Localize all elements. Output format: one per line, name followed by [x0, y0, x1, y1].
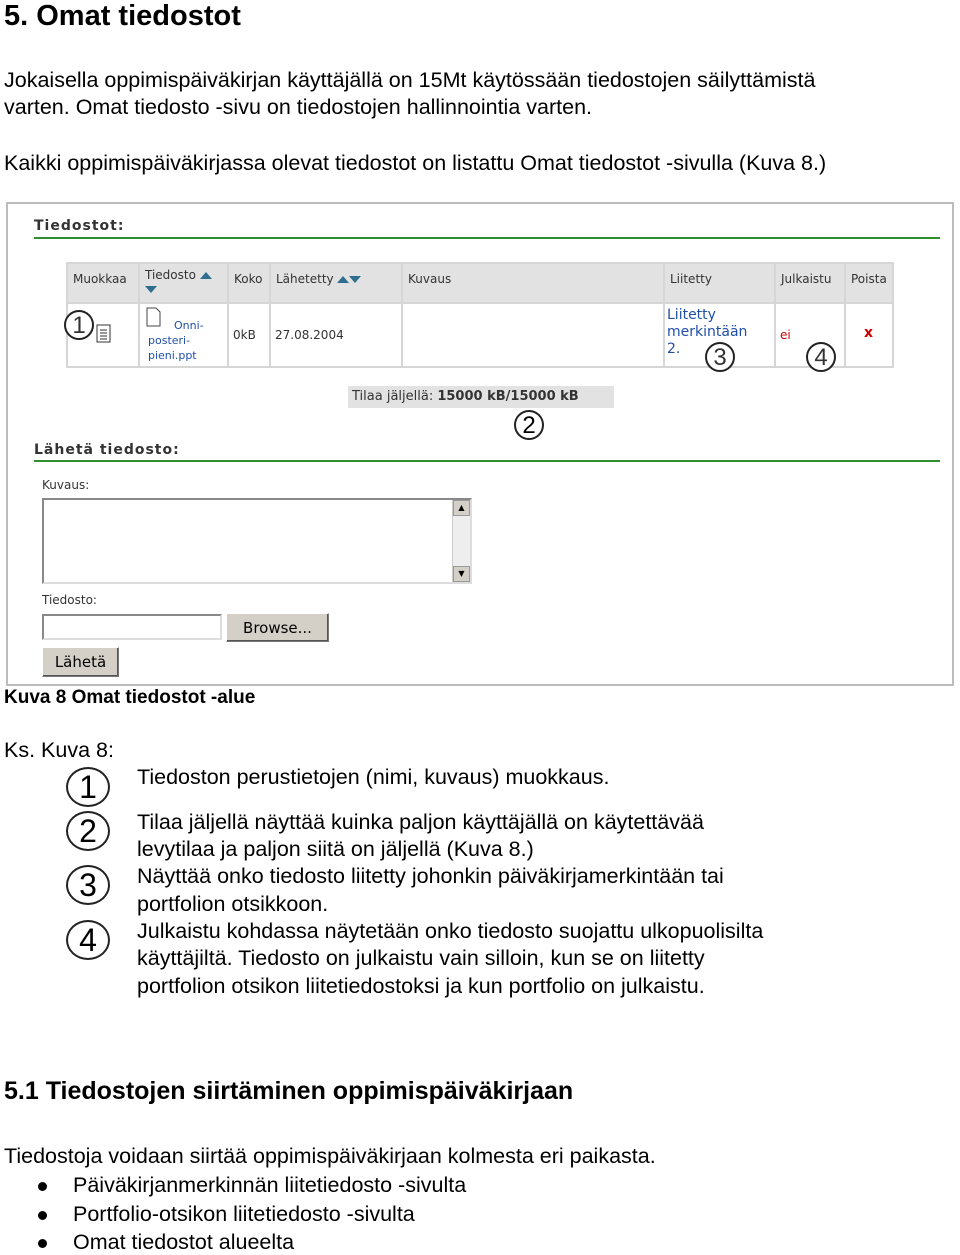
- sent-date-cell: 27.08.2004: [271, 304, 401, 366]
- file-input[interactable]: [42, 614, 222, 640]
- col-poista: Poista: [846, 264, 892, 302]
- explanation-4-line-1: Julkaistu kohdassa näytetään onko tiedosto suojattu ulkopuolisilta: [137, 919, 764, 943]
- marker-4: 4: [806, 342, 836, 372]
- file-icon: [146, 307, 162, 327]
- explanation-2-line-1: Tilaa jäljellä näyttää kuinka paljon käyttäjällä on käytettävää: [137, 810, 704, 834]
- delete-icon[interactable]: x: [864, 325, 874, 341]
- intro-line-2: varten. Omat tiedosto -sivu on tiedostojen hallinnointia varten.: [4, 95, 592, 119]
- scroll-up-icon[interactable]: ▲: [453, 500, 470, 516]
- col-kuvaus: Kuvaus: [403, 264, 663, 302]
- col-muokkaa: Muokkaa: [68, 264, 138, 302]
- bullet-icon: [38, 1211, 47, 1220]
- col-tiedosto[interactable]: Tiedosto: [140, 264, 227, 302]
- figure-caption: Kuva 8 Omat tiedostot -alue: [4, 687, 256, 708]
- section-divider: [34, 237, 940, 239]
- marker-1: 1: [64, 310, 94, 340]
- marker-2: 2: [514, 410, 544, 440]
- space-remaining: Tilaa jäljellä: 15000 kB/15000 kB: [348, 386, 614, 408]
- col-liitetty: Liitetty: [665, 264, 774, 302]
- sort-desc-icon[interactable]: [349, 276, 361, 283]
- textarea-scrollbar[interactable]: [452, 500, 470, 582]
- files-section-title: Tiedostot:: [34, 218, 125, 234]
- legend-marker-2: 2: [66, 811, 110, 851]
- size-cell: 0kB: [229, 304, 269, 366]
- file-cell: [140, 304, 227, 366]
- browse-button[interactable]: Browse...: [226, 613, 329, 642]
- col-julkaistu: Julkaistu: [776, 264, 844, 302]
- see-figure-label: Ks. Kuva 8:: [4, 738, 114, 762]
- sort-asc-icon[interactable]: [200, 272, 212, 279]
- description-cell: [403, 304, 663, 366]
- explanation-4-line-3: portfolion otsikon liitetiedostoksi ja kun portfolio on julkaistu.: [137, 974, 705, 998]
- file-label: Tiedosto:: [42, 593, 97, 607]
- explanation-2-line-2: levytilaa ja paljon siitä on jäljellä (Kuva 8.): [137, 837, 534, 861]
- legend-marker-3: 3: [66, 865, 110, 905]
- explanation-4-line-2: käyttäjiltä. Tiedosto on julkaistu vain silloin, kun se on liitetty: [137, 946, 705, 970]
- explanation-3-line-2: portfolion otsikkoon.: [137, 892, 329, 916]
- file-link[interactable]: Onni-: [174, 319, 204, 332]
- sort-asc-icon[interactable]: [337, 276, 349, 283]
- bullet-icon: [38, 1239, 47, 1248]
- description-textarea[interactable]: [42, 498, 472, 584]
- explanation-3-line-1: Näyttää onko tiedosto liitetty johonkin päiväkirjamerkintään tai: [137, 864, 724, 888]
- bullet-item-1: Päiväkirjanmerkinnän liitetiedosto -sivulta: [73, 1173, 467, 1197]
- edit-cell: [68, 304, 138, 366]
- intro-line-1: Jokaisella oppimispäiväkirjan käyttäjällä on 15Mt käytössään tiedostojen säilyttämistä: [4, 68, 816, 92]
- edit-document-icon[interactable]: [96, 324, 112, 344]
- file-link-continued[interactable]: posteri- pieni.ppt: [148, 334, 197, 362]
- section-divider: [34, 460, 940, 462]
- send-section-title: Lähetä tiedosto:: [34, 442, 180, 458]
- send-button[interactable]: Lähetä: [42, 647, 119, 677]
- delete-cell: [846, 304, 892, 366]
- sort-desc-icon[interactable]: [145, 286, 157, 293]
- attached-cell: [665, 304, 774, 371]
- intro-line-3: Kaikki oppimispäiväkirjassa olevat tiedostot on listattu Omat tiedostot -sivulla (Kuva 8.): [4, 151, 827, 175]
- published-cell: [776, 304, 844, 371]
- col-lahetetty[interactable]: Lähetetty: [271, 264, 401, 302]
- subsection-title: 5.1 Tiedostojen siirtäminen oppimispäiväkirjaan: [4, 1077, 574, 1105]
- bullet-icon: [38, 1182, 47, 1191]
- description-label: Kuvaus:: [42, 478, 90, 492]
- col-koko: Koko: [229, 264, 269, 302]
- bullet-item-2: Portfolio-otsikon liitetiedosto -sivulta: [73, 1202, 415, 1226]
- marker-3: 3: [705, 342, 735, 372]
- published-value[interactable]: ei: [780, 328, 791, 342]
- legend-marker-1: 1: [66, 767, 110, 807]
- scroll-down-icon[interactable]: ▼: [453, 566, 470, 582]
- subsection-intro: Tiedostoja voidaan siirtää oppimispäiväkirjaan kolmesta eri paikasta.: [4, 1144, 656, 1168]
- bullet-item-3: Omat tiedostot alueelta: [73, 1230, 295, 1254]
- page-title: 5. Omat tiedostot: [4, 0, 241, 32]
- legend-marker-4: 4: [66, 920, 110, 960]
- screenshot-figure: [6, 202, 954, 686]
- attached-link[interactable]: Liitetty merkintään 2.: [667, 307, 748, 357]
- explanation-1: Tiedoston perustietojen (nimi, kuvaus) muokkaus.: [137, 765, 610, 789]
